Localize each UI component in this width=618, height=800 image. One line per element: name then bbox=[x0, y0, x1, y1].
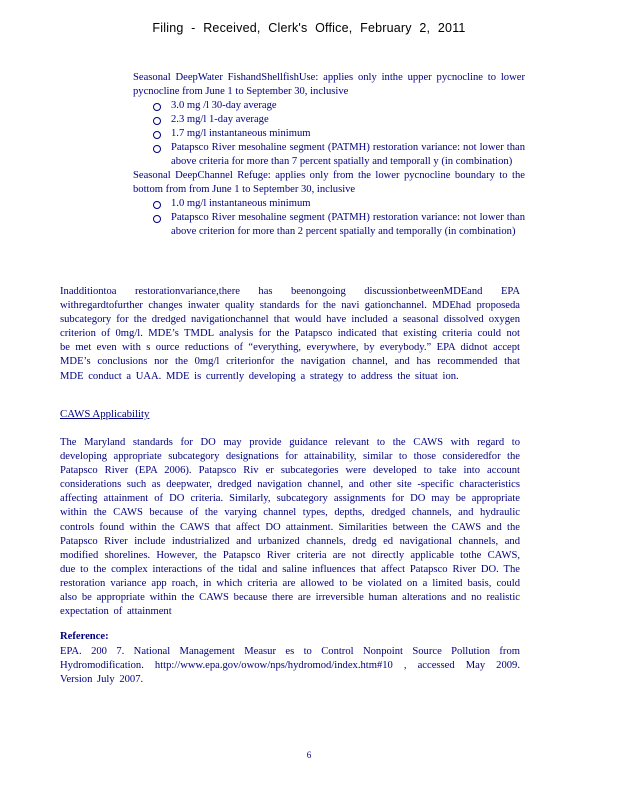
sub-bullet-item bbox=[153, 127, 525, 141]
criteria-bullet-list bbox=[115, 71, 525, 239]
reference-heading: Reference: bbox=[60, 631, 109, 642]
circle-bullet-icon bbox=[153, 201, 161, 209]
bullet-deep-channel bbox=[115, 169, 525, 239]
section-heading: CAWS Applicability bbox=[60, 408, 150, 420]
sub-bullet-item bbox=[153, 141, 525, 169]
sub-bullet-text: 1.7 mg/l instantaneous minimum bbox=[171, 128, 311, 139]
bullet-deep-water bbox=[115, 71, 525, 169]
bullet-text: Seasonal DeepWater FishandShellfishUse: applies only inthe upper pycnocline to lower pycnocline from June 1 to September 30, inclusive bbox=[133, 72, 525, 97]
page-number: 6 bbox=[306, 750, 312, 760]
sub-bullet-item bbox=[153, 113, 525, 127]
sub-bullet-text: 1.0 mg/l instantaneous minimum bbox=[171, 198, 311, 209]
sub-bullet-item bbox=[153, 211, 525, 239]
sub-bullet-item bbox=[153, 197, 525, 211]
circle-bullet-icon bbox=[153, 145, 161, 153]
sub-bullet-list bbox=[133, 99, 525, 169]
sub-bullet-text: Patapsco River mesohaline segment (PATMH) restoration variance: not lower than above criterion for more than 2 percent spatially and temporally (in combination) bbox=[171, 212, 525, 237]
caws-applicability-paragraph: The Maryland standards for DO may provide guidance relevant to the CAWS with regard to developing appropriate subcategory designations for attainability, similar to those consideredfor the Patapsco River (EPA 2006). Patapsco Riv er subcategories were developed to take into account considerations such as deepwater, dredged navigation channel, and other site -specific characteristics affecting attainment of DO criteria. Similarly, subcategory assignments for DO may be appropriate within the CAWS because of the varying channel types, depths, dredged channels, and hydraulic controls found within the CAWS that affect DO attainment. Similarities between the CAWS and the Patapsco River include industrialized and urbanized channels, dredg ed navigational channels, and modified shorelines. However, the Patapsco River criteria are not directly applicable tothe CAWS, due to the complex interactions of the tidal and saline influences that affect Patapsco River DO. The restoration variance app roach, in which criteria are allowed to be violated on a limited basis, could also be appropriate within the CAWS because there are irreversible human alterations and no realistic expectation of attainment bbox=[60, 437, 520, 618]
reference-text: EPA. 200 7. National Management Measur es to Control Nonpoint Source Pollution from Hydromodification. http://www.epa.gov/owow/nps/hydromod/index.htm#10 , accessed May 2009. Version July 2007. bbox=[60, 646, 520, 685]
restoration-variance-paragraph: Inadditiontoa restorationvariance,there has beenongoing discussionbetweenMDEand EPA withregardtofurther changes inwater quality standards for the navi gationchannel. MDEhad proposeda subcategory for the dredged navigationchannel that would have included a seasonal dissolved oxygen criterion of 0mg/l. MDE’s TMDL analysis for the Patapsco indicated that existing criteria could not be met even with s ource reductions of “everything, everywhere, by everybody.” EPA didnot accept MDE’s conclusions nor the 0mg/l criterionfor the navigation channel, and has recommended that MDE conduct a UAA. MDE is currently developing a strategy to address the situat ion. bbox=[60, 286, 520, 382]
sub-bullet-text: 2.3 mg/l 1-day average bbox=[171, 114, 269, 125]
sub-bullet-list bbox=[133, 197, 525, 239]
sub-bullet-item bbox=[153, 99, 525, 113]
sub-bullet-text: Patapsco River mesohaline segment (PATMH) restoration variance: not lower than above criteria for more than 7 percent spatially and temporall y (in combination) bbox=[171, 142, 525, 167]
sub-bullet-text: 3.0 mg /l 30-day average bbox=[171, 100, 277, 111]
circle-bullet-icon bbox=[153, 103, 161, 111]
circle-bullet-icon bbox=[153, 117, 161, 125]
bullet-text: Seasonal DeepChannel Refuge: applies only from the lower pycnocline boundary to the bottom from from June 1 to September 30, inclusive bbox=[133, 170, 525, 195]
page-header: Filing - Received, Clerk's Office, February 2, 2011 bbox=[152, 21, 466, 35]
circle-bullet-icon bbox=[153, 131, 161, 139]
circle-bullet-icon bbox=[153, 215, 161, 223]
